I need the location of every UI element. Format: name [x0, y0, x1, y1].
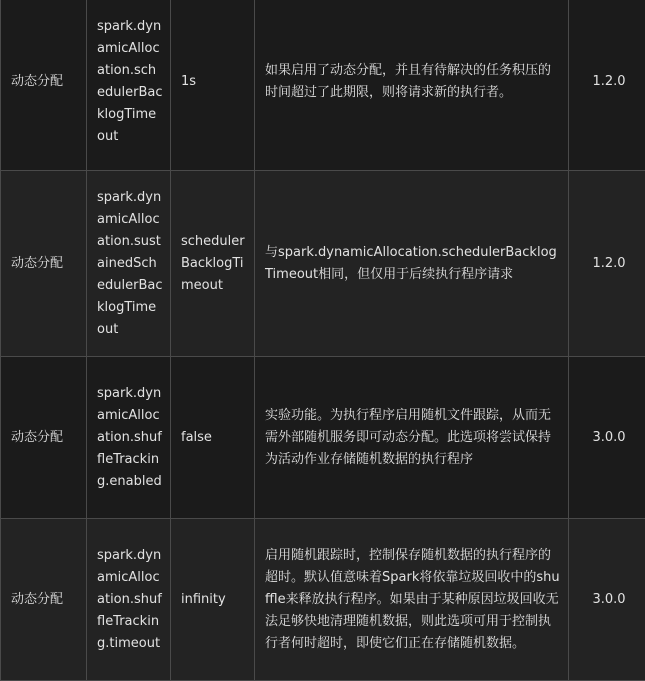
- category-cell: 动态分配: [1, 171, 87, 357]
- property-cell: spark.dynamicAllocation.sustainedSchedulerBacklogTimeout: [87, 171, 171, 357]
- category-cell: 动态分配: [1, 357, 87, 519]
- table-row: [1, 519, 645, 681]
- default-value-cell: infinity: [171, 519, 255, 681]
- category-cell: 动态分配: [1, 519, 87, 681]
- description-cell: 如果启用了动态分配，并且有待解决的任务积压的时间超过了此期限，则将请求新的执行者。: [255, 0, 569, 171]
- version-cell: 1.2.0: [569, 171, 645, 357]
- property-cell: spark.dynamicAllocation.shuffleTracking.enabled: [87, 357, 171, 519]
- category-cell: 动态分配: [1, 0, 87, 171]
- default-value-cell: 1s: [171, 0, 255, 171]
- description-cell: 实验功能。为执行程序启用随机文件跟踪，从而无需外部随机服务即可动态分配。此选项将尝试保持为活动作业存储随机数据的执行程序: [255, 357, 569, 519]
- version-cell: 1.2.0: [569, 0, 645, 171]
- property-cell: spark.dynamicAllocation.shuffleTracking.timeout: [87, 519, 171, 681]
- version-cell: 3.0.0: [569, 357, 645, 519]
- default-value-cell: schedulerBacklogTimeout: [171, 171, 255, 357]
- table-row: [1, 0, 645, 171]
- table-row: [1, 171, 645, 357]
- version-cell: 3.0.0: [569, 519, 645, 681]
- table-row: [1, 357, 645, 519]
- description-cell: 启用随机跟踪时，控制保存随机数据的执行程序的超时。默认值意味着Spark将依靠垃圾回收中的shuffle来释放执行程序。如果由于某种原因垃圾回收无法足够快地清理随机数据，则此选项可用于控制执行者何时超时，即使它们正在存储随机数据。: [255, 519, 569, 681]
- description-cell: 与spark.dynamicAllocation.schedulerBacklogTimeout相同，但仅用于后续执行程序请求: [255, 171, 569, 357]
- default-value-cell: false: [171, 357, 255, 519]
- property-cell: spark.dynamicAllocation.schedulerBacklogTimeout: [87, 0, 171, 171]
